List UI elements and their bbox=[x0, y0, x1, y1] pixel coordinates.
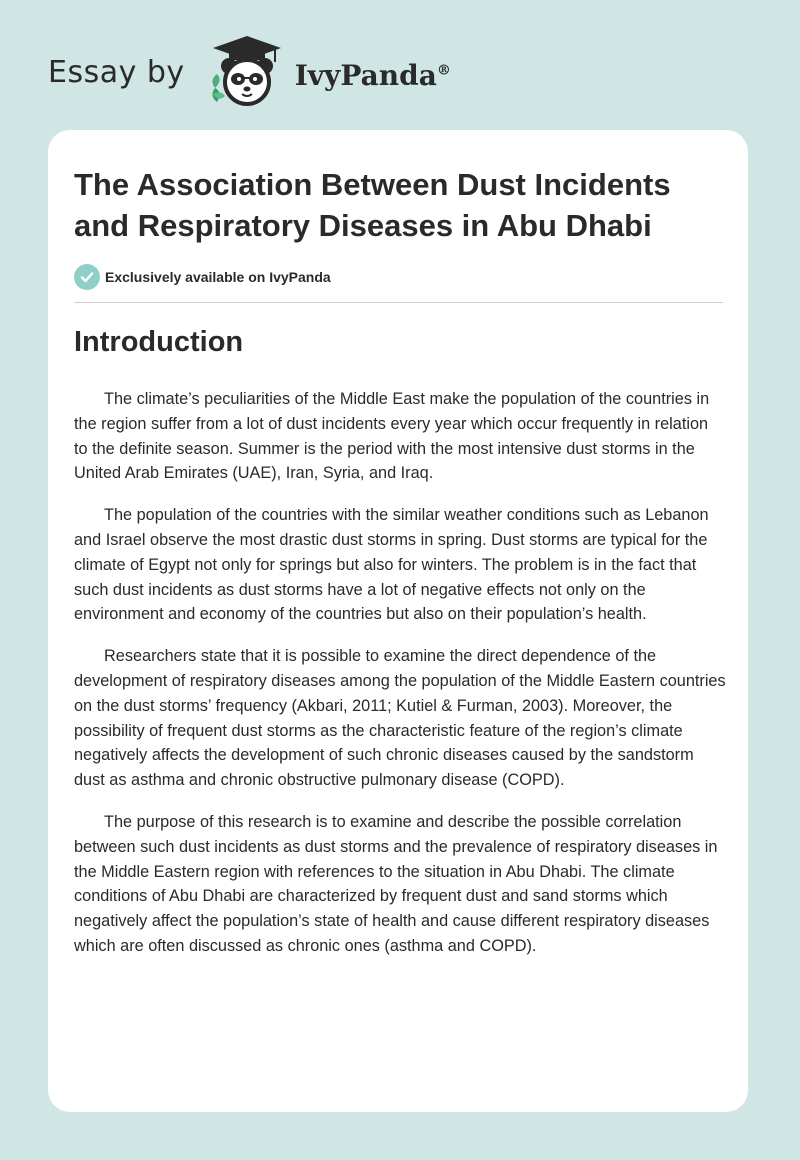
divider bbox=[74, 302, 723, 303]
exclusive-label: Exclusively available on IvyPanda bbox=[105, 269, 331, 285]
paragraph: Researchers state that it is possible to examine the direct dependence of the development of respiratory diseases among the population of the Middle Eastern countries on the dust storms’ frequency (Akbari, 2011; Kutiel & Furman, 2003). Moreover, the possibility of frequent dust storms as the characteristic feature of the region’s climate negatively affects the development of such chronic diseases caused by the sandstorm dust as asthma and chronic obstructive pulmonary disease (COPD). bbox=[74, 647, 726, 790]
paragraph: The population of the countries with the similar weather conditions such as Lebanon and Israel observe the most drastic dust storms in spring. Dust storms are typical for the climate of Egypt not only for springs but also for winters. The problem is in the fact that such dust incidents as dust storms have a lot of negative effects not only on the environment and economy of the countries but also on their population’s health. bbox=[74, 506, 709, 624]
panda-graduate-logo-icon[interactable] bbox=[203, 32, 291, 112]
paragraph: The climate’s peculiarities of the Middle East make the population of the countries in the region suffer from a lot of dust incidents every year which occur frequently in relation to the definite season. Summer is the period with the most intensive dust storms in the United Arab Emirates (UAE), Iran, Syria, and Iraq. bbox=[74, 390, 710, 483]
site-header bbox=[48, 32, 451, 112]
registered-mark: ® bbox=[436, 62, 451, 79]
essay-body bbox=[74, 387, 726, 976]
essay-card bbox=[48, 130, 748, 1112]
checkmark-icon bbox=[80, 270, 94, 284]
brand-name[interactable] bbox=[295, 59, 451, 92]
essay-title: The Association Between Dust Incidents and Respiratory Diseases in Abu Dhabi bbox=[74, 167, 671, 243]
paragraph: The purpose of this research is to examine and describe the possible correlation between such dust incidents as dust storms and the prevalence of respiratory diseases in the Middle Eastern region with references to the situation in Abu Dhabi. The climate conditions of Abu Dhabi are characterized by frequent dust and sand storms which negatively affect the population’s state of health and cause different respiratory diseases which are often discussed as chronic ones (asthma and COPD). bbox=[74, 812, 718, 955]
brand-label: IvyPanda bbox=[294, 58, 437, 92]
section-heading: Introduction bbox=[74, 326, 244, 358]
exclusive-badge bbox=[74, 264, 331, 290]
check-circle-icon bbox=[74, 264, 100, 290]
essay-by-label: Essay by bbox=[48, 54, 185, 90]
